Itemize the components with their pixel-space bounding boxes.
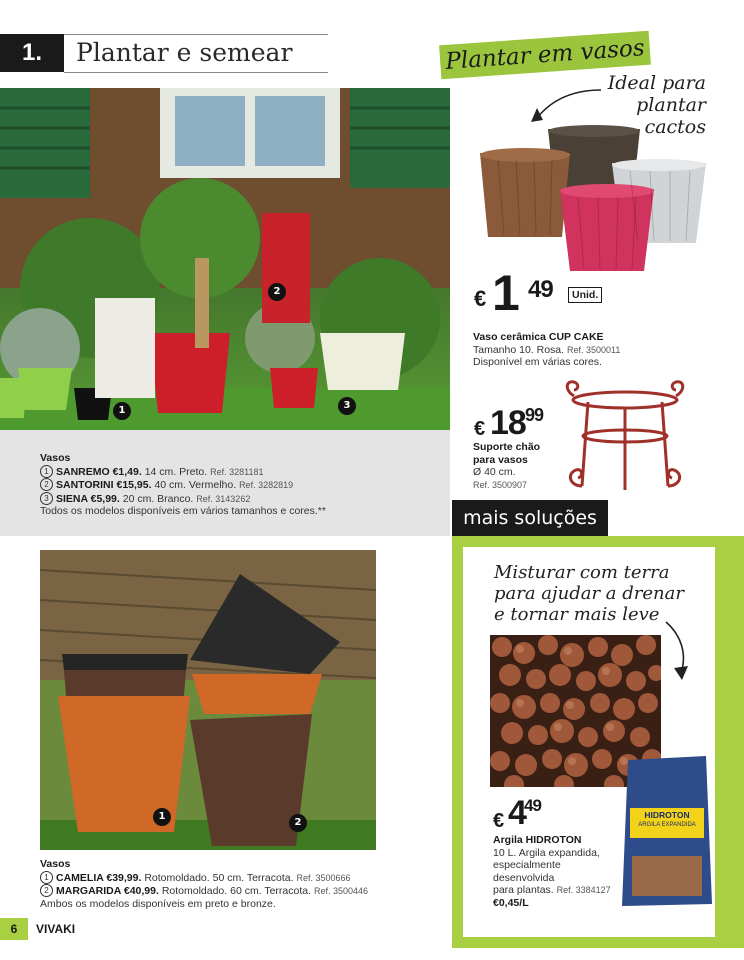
suporte-price-int: 18 (490, 404, 526, 442)
vasos1-item (40, 492, 445, 506)
vasos1-name: SIENA €5,99. (56, 492, 120, 505)
argila-line2: especialmente desenvolvida (493, 859, 561, 884)
garden-pots-photo (0, 88, 450, 430)
vasos1-item (40, 465, 445, 479)
annotation-argila-line3: e tornar mais leve (494, 604, 660, 625)
vasos2-desc: Rotomoldado. 50 cm. Terracota. (144, 871, 294, 884)
vasos2-desc: Rotomoldado. 60 cm. Terracota. (161, 885, 312, 897)
cupcake-unit-badge: Unid. (568, 287, 602, 303)
annotation-cactos-line1: Ideal para (607, 72, 706, 94)
annotation-argila-line1: Misturar com terra (494, 562, 670, 583)
annotation-arrow-down-icon (660, 618, 694, 682)
argila-caption (493, 834, 619, 909)
hidroton-bag-image (620, 756, 714, 908)
cupcake-caption (473, 331, 713, 369)
annotation-arrow-icon (525, 84, 605, 128)
vasos2-item (40, 884, 450, 898)
cupcake-price-currency: € (474, 286, 486, 311)
mais-solucoes-label: mais soluções (452, 500, 608, 536)
annotation-argila (494, 562, 704, 625)
vasos2-caption (40, 858, 450, 910)
vasos1-num: 1 (40, 465, 53, 478)
vasos1-desc: 20 cm. Branco. (122, 492, 194, 505)
vasos2-name: CAMELIA €39,99. (56, 871, 142, 884)
cupcake-pots-image (478, 125, 710, 277)
page-number: 6 (0, 918, 28, 940)
cupcake-name: Vaso cerâmica CUP CAKE (473, 331, 604, 343)
suporte-name-2: para vasos (473, 453, 528, 466)
hidroton-bag-label-mid: ARGILA EXPANDIDA (638, 822, 696, 828)
vasos1-desc: 40 cm. Vermelho. (154, 479, 237, 491)
section-title: Plantar e semear (76, 38, 293, 67)
cupcake-price-int: 1 (492, 265, 519, 321)
plant-stand-image (560, 378, 690, 498)
vasos1-item (40, 478, 445, 492)
argila-line3: para plantas. (493, 884, 554, 896)
vasos2-ref: Ref. 3500446 (313, 886, 368, 896)
suporte-caption (473, 441, 563, 491)
suporte-price-currency: € (474, 418, 485, 440)
hidroton-bag-label-top: HIDROTON (644, 810, 690, 820)
vasos1-note: Todos os modelos disponíveis em vários tamanhos e cores.** (40, 505, 326, 517)
vasos2-name: MARGARIDA €40,99. (56, 885, 159, 897)
argila-name: Argila HIDROTON (493, 834, 582, 846)
annotation-argila-line2: para ajudar a drenar (494, 583, 684, 604)
vasos2-num: 1 (40, 871, 53, 884)
suporte-size: Ø 40 cm. (473, 466, 516, 478)
vasos1-ref: Ref. 3281181 (210, 466, 264, 477)
cupcake-desc: Tamanho 10. Rosa. (473, 343, 565, 356)
vasos2-title: Vasos (40, 858, 71, 870)
argila-price-int: 4 (508, 794, 526, 832)
photo1-badge-3: 3 (338, 397, 356, 415)
argila-unit-price: €0,45/L (493, 896, 529, 909)
cupcake-note: Disponível em várias cores. (473, 356, 602, 368)
plantar-em-vasos-banner: Plantar em vasos (439, 31, 651, 80)
vasos1-desc: 14 cm. Preto. (144, 465, 208, 478)
vasos1-caption (40, 452, 445, 518)
header-rule-bottom (64, 72, 328, 73)
vasos1-ref: Ref. 3282819 (239, 480, 294, 490)
vasos1-title: Vasos (40, 452, 71, 464)
vasos2-ref: Ref. 3500666 (296, 872, 351, 883)
argila-price-currency: € (493, 810, 504, 832)
vasos2-item (40, 871, 450, 885)
vasos1-ref: Ref. 3143262 (196, 493, 251, 504)
photo1-badge-2: 2 (268, 283, 286, 301)
annotation-cactos (600, 72, 706, 94)
photo2-badge-2: 2 (289, 814, 307, 832)
cupcake-price-dec: 49 (528, 276, 553, 303)
terracotta-pots-photo (40, 550, 376, 850)
vasos1-name: SANREMO €1,49. (56, 465, 142, 478)
vasos1-name: SANTORINI €15,95. (56, 479, 152, 491)
vasos2-num: 2 (40, 884, 53, 897)
argila-ref: Ref. 3384127 (556, 885, 611, 895)
photo2-badge-1: 1 (153, 808, 171, 826)
suporte-ref: Ref. 3500907 (473, 479, 528, 490)
vasos1-num: 2 (40, 478, 53, 491)
vasos2-note: Ambos os modelos disponíveis em preto e bronze. (40, 897, 276, 910)
argila-price-dec: 49 (524, 796, 541, 815)
footer-brand: VIVAKI (36, 922, 76, 936)
cupcake-ref: Ref. 3500011 (566, 344, 621, 355)
photo1-badge-1: 1 (113, 402, 131, 420)
annotation-cactos-line2: plantar cactos (636, 94, 706, 138)
vasos1-num: 3 (40, 492, 53, 505)
argila-line1: 10 L. Argila expandida, (493, 846, 600, 859)
section-number: 1. (0, 34, 64, 72)
suporte-price-dec: 99 (525, 405, 544, 425)
suporte-name-1: Suporte chão (473, 441, 541, 453)
